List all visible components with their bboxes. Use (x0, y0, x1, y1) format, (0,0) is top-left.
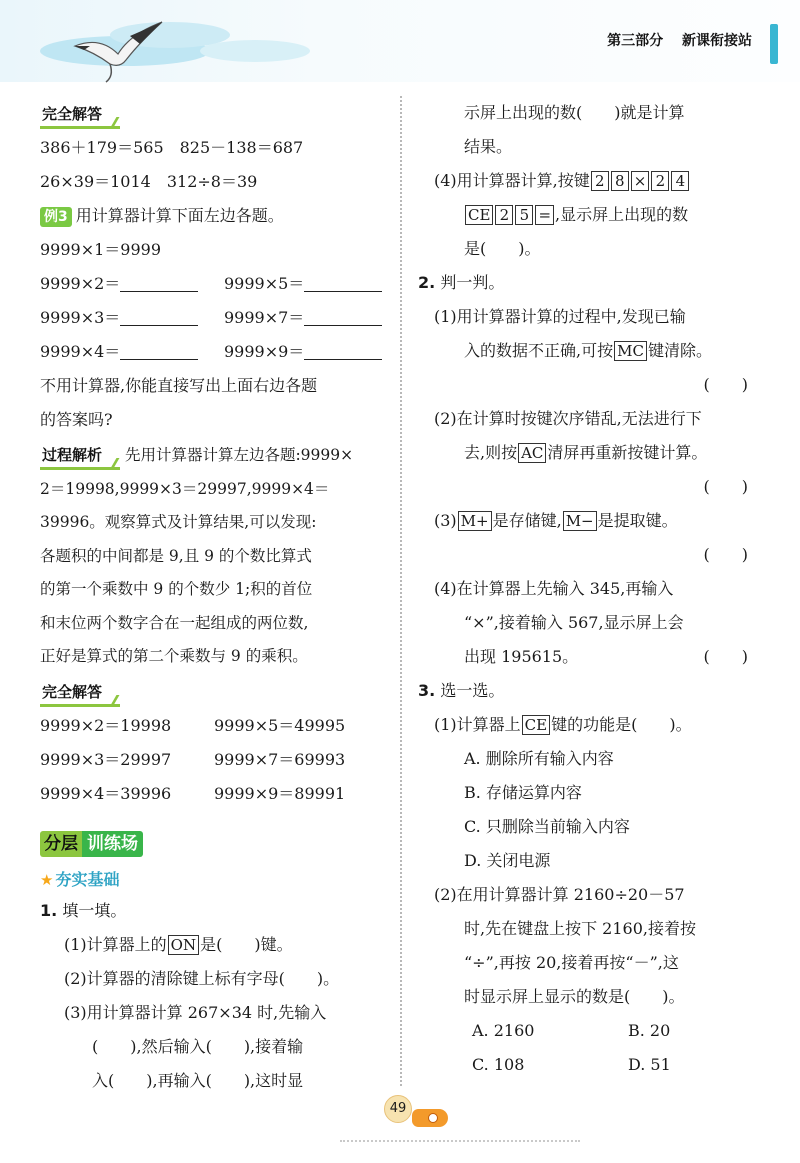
answer-blank[interactable] (304, 345, 382, 360)
question-1-title (40, 894, 390, 928)
answer-paren[interactable]: ( ) (703, 375, 748, 394)
equation-left: 9999×4＝ (40, 342, 121, 361)
answer-blank[interactable] (120, 277, 198, 292)
calculator-key: 4 (671, 171, 689, 191)
calculator-key: 2 (651, 171, 669, 191)
analysis-line: 2＝19998,9999×3＝29997,9999×4＝ (40, 479, 330, 498)
question-text: 入的数据不正确,可按 (464, 341, 614, 360)
question-2-2: (2)在计算时按键次序错乱,无法进行下 (434, 409, 702, 428)
answer-row (40, 709, 390, 743)
equation-row (40, 335, 390, 369)
calculator-key: 8 (611, 171, 629, 191)
example-badge: 例3 (40, 207, 72, 227)
question-text: (1)计算器上 (434, 715, 521, 734)
equation-right: 9999×7＝ (224, 308, 305, 327)
star-icon: ★ (40, 870, 54, 889)
answer-paren[interactable]: ( ) (703, 477, 748, 496)
answer-row: 386＋179＝565 825－138＝687 (40, 138, 304, 157)
question-text: (4)用计算器计算,按键 (434, 171, 590, 190)
answer-paren[interactable]: ( ) (703, 647, 748, 666)
section-badge-a: 分层 (40, 831, 82, 857)
answer-blank[interactable] (304, 277, 382, 292)
calculator-key: AC (518, 443, 546, 463)
question-2-1: (1)用计算器计算的过程中,发现已输 (434, 307, 686, 326)
question-text: 是提取键。 (597, 511, 678, 530)
calculator-key: 2 (591, 171, 609, 191)
analysis-line: 各题积的中间都是 9,且 9 的个数比算式 (40, 546, 312, 565)
right-column (418, 96, 766, 1082)
answer-tag: 完全解答 (40, 102, 120, 129)
calculator-key: 2 (495, 205, 513, 225)
option[interactable]: B. 20 (628, 1021, 671, 1040)
answer-blank[interactable] (120, 345, 198, 360)
question-text: 清屏再重新按键计算。 (547, 443, 708, 462)
question-3-2: (2)在用计算器计算 2160÷20－57 (434, 885, 685, 904)
calculator-key: M+ (458, 511, 492, 531)
cloud-decoration (200, 40, 310, 62)
calculator-key: = (535, 205, 554, 225)
question-2-1-cont (418, 334, 766, 368)
answer-left: 9999×2＝19998 (40, 715, 172, 735)
question-text: ,显示屏上出现的数 (555, 205, 689, 224)
analysis-line: 先用计算器计算左边各题:9999× (124, 446, 354, 464)
question-text: 键的功能是( )。 (551, 715, 692, 734)
option[interactable]: D. 关闭电源 (464, 851, 551, 870)
question-1-4-cont: 是( )。 (464, 239, 541, 258)
question-text: 是存储键, (492, 511, 562, 530)
answer-blank[interactable] (304, 311, 382, 326)
question-3-2-cont: “÷”,再按 20,接着再按“－”,这 (464, 953, 679, 972)
calculator-key: ON (168, 935, 199, 955)
answer-right: 9999×9＝89991 (214, 783, 346, 803)
question-title: 选一选。 (440, 681, 505, 700)
calculator-key: × (631, 171, 650, 191)
question-1-4-cont (418, 198, 766, 232)
question-2-title (418, 266, 766, 300)
equation-left: 9999×2＝ (40, 274, 121, 293)
column-divider (400, 96, 402, 1086)
example-text: 用计算器计算下面左边各题。 (75, 206, 284, 225)
analysis-line: 的第一个乘数中 9 的个数少 1;积的首位 (40, 580, 313, 598)
question-1-3-cont: 示屏上出现的数( )就是计算 (464, 103, 685, 122)
equation-right: 9999×9＝ (224, 342, 305, 361)
section-badge-b: 训练场 (82, 831, 143, 857)
answer-row (40, 777, 390, 811)
header-part: 第三部分 (607, 33, 664, 49)
question-1-3-cont: ( ),然后输入( ),接着输 (92, 1036, 304, 1056)
question-text: 键清除。 (647, 341, 712, 360)
answer-right: 9999×7＝69993 (214, 749, 346, 769)
question-1-3-cont: 入( ),再输入( ),这时显 (92, 1070, 304, 1090)
answer-blank[interactable] (120, 311, 198, 326)
question-text: 是( )键。 (200, 934, 293, 954)
section-badge (40, 829, 143, 854)
answer-tag: 完全解答 (40, 680, 120, 707)
question-3-2-cont: 时,先在键盘上按下 2160,接着按 (464, 919, 696, 938)
question-1-3: (3)用计算器计算 267×34 时,先输入 (64, 1002, 327, 1022)
example-line (40, 199, 390, 233)
analysis-line: 39996。观察算式及计算结果,可以发现: (40, 513, 317, 531)
question-text: 出现 195615。 (464, 647, 579, 666)
bottom-dots (340, 1140, 580, 1142)
edge-stripe (770, 24, 778, 64)
calculator-key: CE (465, 205, 493, 225)
question-title: 填一填。 (62, 900, 127, 920)
question-text: 的答案吗? (40, 410, 113, 429)
question-title: 判一判。 (440, 273, 505, 292)
header-title (593, 30, 752, 50)
option[interactable]: A. 2160 (472, 1021, 535, 1040)
equation: 9999×1＝9999 (40, 240, 162, 259)
question-1-3-cont: 结果。 (464, 137, 513, 156)
question-text: (1)计算器上的 (64, 934, 167, 954)
page-footer (384, 1095, 412, 1123)
analysis-block (40, 437, 390, 473)
analysis-line: 和末位两个数字合在一起组成的两位数, (40, 613, 309, 632)
question-2-2-cont (418, 436, 766, 470)
left-column (40, 96, 390, 1098)
equation-row (40, 267, 390, 301)
question-1-2: (2)计算器的清除键上标有字母( )。 (64, 968, 340, 988)
option[interactable]: D. 51 (628, 1055, 671, 1074)
question-2-3 (418, 504, 766, 538)
answer-row: 26×39＝1014 312÷8＝39 (40, 172, 258, 191)
option[interactable]: A. 删除所有输入内容 (464, 749, 614, 768)
submarine-window-icon (428, 1113, 438, 1123)
question-2-4-cont: “×”,接着输入 567,显示屏上会 (464, 613, 684, 632)
equation-row (40, 301, 390, 335)
question-2-4-cont (418, 640, 766, 674)
question-3-1 (418, 708, 766, 742)
question-3-2-cont: 时显示屏上显示的数是( )。 (464, 987, 685, 1006)
answer-paren[interactable]: ( ) (703, 545, 748, 564)
question-number: 1. (40, 900, 58, 920)
calculator-key: MC (614, 341, 647, 361)
answer-row (40, 743, 390, 777)
option[interactable]: C. 108 (472, 1055, 525, 1074)
sub-heading (40, 866, 390, 894)
calculator-key: CE (522, 715, 550, 735)
question-1-4 (418, 164, 766, 198)
question-text: 去,则按 (464, 443, 518, 462)
equation-left: 9999×3＝ (40, 308, 121, 327)
calculator-key: M− (563, 511, 597, 531)
option-row (418, 1014, 766, 1048)
option[interactable]: B. 存储运算内容 (464, 783, 582, 802)
option-row (418, 1048, 766, 1082)
page-number: 49 (384, 1095, 412, 1123)
header-title-text: 新课衔接站 (682, 33, 752, 49)
question-number: 3. (418, 681, 436, 700)
question-text: 不用计算器,你能直接写出上面右边各题 (40, 376, 318, 395)
sub-heading-text: 夯实基础 (55, 869, 120, 889)
seagull-icon (70, 16, 170, 86)
question-number: 2. (418, 273, 436, 292)
analysis-tag: 过程解析 (40, 443, 120, 470)
analysis-line: 正好是算式的第二个乘数与 9 的乘积。 (40, 647, 308, 665)
question-2-4: (4)在计算器上先输入 345,再输入 (434, 579, 674, 598)
equation-right: 9999×5＝ (224, 274, 305, 293)
question-3-title (418, 674, 766, 708)
option[interactable]: C. 只删除当前输入内容 (464, 817, 630, 836)
answer-right: 9999×5＝49995 (214, 715, 346, 735)
answer-left: 9999×3＝29997 (40, 749, 172, 769)
calculator-key: 5 (515, 205, 533, 225)
question-text: (3) (434, 511, 457, 530)
header-banner (0, 0, 800, 82)
answer-left: 9999×4＝39996 (40, 783, 172, 803)
question-1-1 (40, 928, 390, 962)
